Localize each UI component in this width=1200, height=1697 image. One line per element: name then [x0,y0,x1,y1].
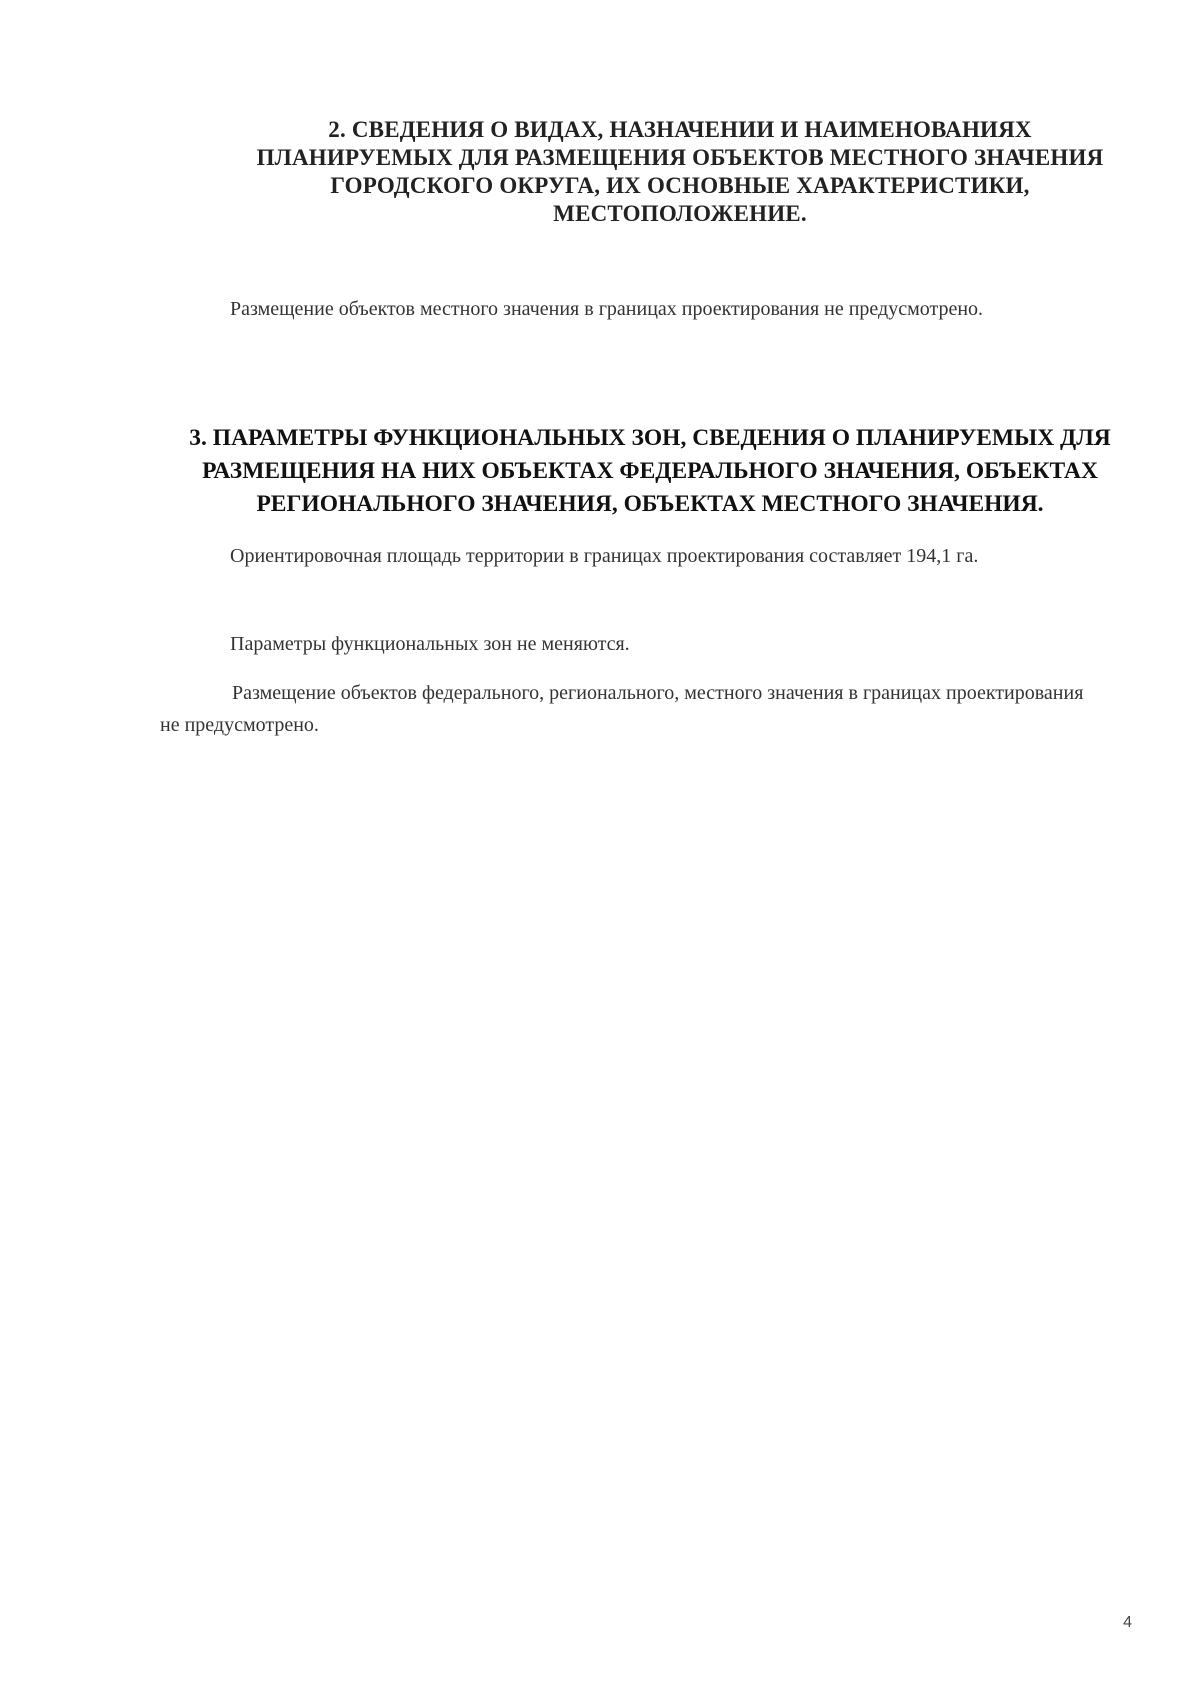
section-2-paragraph: Размещение объектов местного значения в границах проектирования не предусмотрено. [230,298,984,320]
section-3-paragraph-area: Ориентировочная площадь территории в границах проектирования составляет 194,1 га. [230,545,979,567]
section-2-heading: 2. СВЕДЕНИЯ О ВИДАХ, НАЗНАЧЕНИИ И НАИМЕНОВАНИЯХ ПЛАНИРУЕМЫХ ДЛЯ РАЗМЕЩЕНИЯ ОБЪЕКТОВ МЕСТНОГО ЗНАЧЕНИЯ ГОРОДСКОГО ОКРУГА, ИХ ОСНОВНЫЕ ХАРАКТЕРИСТИКИ, МЕСТОПОЛОЖЕНИЕ. [256,117,1104,226]
section-3-paragraph-placement: Размещение объектов федерального, регионального, местного значения в границах проектирования не предусмотрено. [160,682,1084,736]
page-number: 4 [1123,1614,1132,1631]
section-3-heading: 3. ПАРАМЕТРЫ ФУНКЦИОНАЛЬНЫХ ЗОН, СВЕДЕНИЯ О ПЛАНИРУЕМЫХ ДЛЯ РАЗМЕЩЕНИЯ НА НИХ ОБЪЕКТАХ ФЕДЕРАЛЬНОГО ЗНАЧЕНИЯ, ОБЪЕКТАХ РЕГИОНАЛЬНОГО ЗНАЧЕНИЯ, ОБЪЕКТАХ МЕСТНОГО ЗНАЧЕНИЯ. [189,425,1111,517]
section-3-paragraph-zones: Параметры функциональных зон не меняются. [230,633,630,655]
